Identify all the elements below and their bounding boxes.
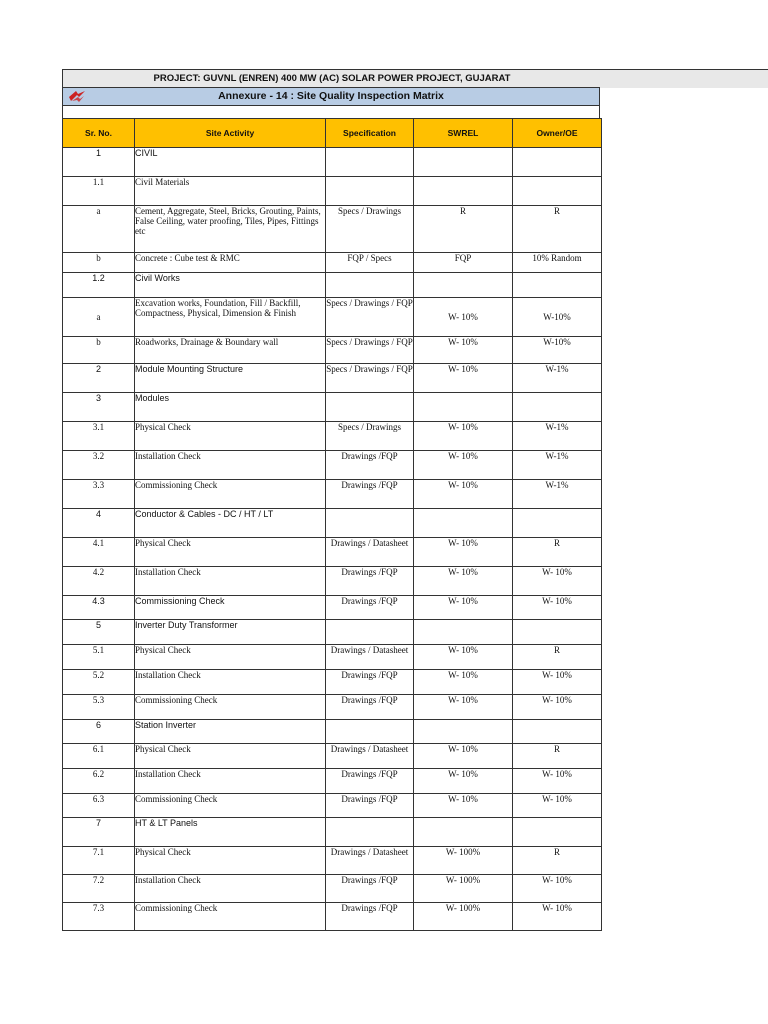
column-header-swrel: SWREL — [414, 119, 513, 148]
table-row — [63, 206, 602, 253]
swrel-cell: W- 10% — [414, 480, 513, 509]
site-activity-cell: Physical Check — [135, 645, 326, 670]
swrel-cell: W- 10% — [414, 695, 513, 720]
sr-no-cell: 5.1 — [63, 645, 135, 670]
specification-cell: Drawings /FQP — [326, 903, 414, 931]
swrel-cell — [414, 148, 513, 177]
table-row — [63, 148, 602, 177]
table-row — [63, 337, 602, 364]
owner-oe-cell: W-1% — [513, 480, 602, 509]
sr-no-cell: 2 — [63, 364, 135, 393]
sr-no-cell: 1.1 — [63, 177, 135, 206]
specification-cell: Drawings /FQP — [326, 875, 414, 903]
table-row — [63, 620, 602, 645]
specification-cell: Specs / Drawings / FQP — [326, 298, 414, 337]
site-activity-cell: Installation Check — [135, 769, 326, 794]
swrel-cell: W- 100% — [414, 847, 513, 875]
specification-cell — [326, 620, 414, 645]
site-activity-cell: Installation Check — [135, 567, 326, 596]
sr-no-cell: 7.3 — [63, 903, 135, 931]
site-activity-cell: HT & LT Panels — [135, 818, 326, 847]
specification-cell: Drawings /FQP — [326, 596, 414, 620]
table-row — [63, 903, 602, 931]
swrel-cell: R — [414, 206, 513, 253]
site-activity-cell: Physical Check — [135, 538, 326, 567]
owner-oe-cell — [513, 393, 602, 422]
swrel-cell — [414, 177, 513, 206]
table-row — [63, 847, 602, 875]
swrel-cell — [414, 509, 513, 538]
site-activity-cell: Installation Check — [135, 670, 326, 695]
column-header-owner-oe: Owner/OE — [513, 119, 602, 148]
specification-cell: Drawings /FQP — [326, 451, 414, 480]
sr-no-cell: 4 — [63, 509, 135, 538]
owner-oe-cell: W- 10% — [513, 596, 602, 620]
sr-no-cell: a — [63, 206, 135, 253]
sr-no-cell: 7.1 — [63, 847, 135, 875]
site-activity-cell: Roadworks, Drainage & Boundary wall — [135, 337, 326, 364]
sr-no-cell: 5.3 — [63, 695, 135, 720]
specification-cell: Drawings /FQP — [326, 769, 414, 794]
specification-cell: Drawings /FQP — [326, 567, 414, 596]
table-row — [63, 695, 602, 720]
owner-oe-cell: W-1% — [513, 364, 602, 393]
sr-no-cell: b — [63, 253, 135, 273]
owner-oe-cell — [513, 148, 602, 177]
sr-no-cell: 1 — [63, 148, 135, 177]
owner-oe-cell: W-1% — [513, 451, 602, 480]
specification-cell: Specs / Drawings — [326, 206, 414, 253]
table-row — [63, 875, 602, 903]
column-header-sr-no: Sr. No. — [63, 119, 135, 148]
sr-no-cell: 6.1 — [63, 744, 135, 769]
specification-cell — [326, 818, 414, 847]
sr-no-cell: 7.2 — [63, 875, 135, 903]
table-row — [63, 818, 602, 847]
site-activity-cell: Physical Check — [135, 744, 326, 769]
swrel-cell: W- 10% — [414, 451, 513, 480]
specification-cell: Specs / Drawings — [326, 422, 414, 451]
specification-cell — [326, 720, 414, 744]
table-row — [63, 253, 602, 273]
sr-no-cell: 1.2 — [63, 273, 135, 298]
owner-oe-cell: R — [513, 206, 602, 253]
site-activity-cell: Physical Check — [135, 847, 326, 875]
swrel-cell: W- 10% — [414, 538, 513, 567]
sr-no-cell: 4.2 — [63, 567, 135, 596]
column-header-specification: Specification — [326, 119, 414, 148]
owner-oe-cell: W- 10% — [513, 794, 602, 818]
table-row — [63, 794, 602, 818]
swrel-cell — [414, 818, 513, 847]
owner-oe-cell — [513, 720, 602, 744]
owner-oe-cell: W- 10% — [513, 567, 602, 596]
table-row — [63, 422, 602, 451]
sr-no-cell: 3.1 — [63, 422, 135, 451]
table-row — [63, 596, 602, 620]
owner-oe-cell: W- 10% — [513, 769, 602, 794]
site-activity-cell: Commissioning Check — [135, 596, 326, 620]
site-activity-cell: Installation Check — [135, 451, 326, 480]
swrel-cell: W- 10% — [414, 744, 513, 769]
owner-oe-cell: R — [513, 744, 602, 769]
project-title-row — [62, 69, 768, 88]
column-header-site-activity: Site Activity — [135, 119, 326, 148]
owner-oe-cell: 10% Random — [513, 253, 602, 273]
sr-no-cell: 6 — [63, 720, 135, 744]
annexure-title-row — [62, 87, 600, 106]
owner-oe-cell: W- 10% — [513, 875, 602, 903]
sr-no-cell: 3.3 — [63, 480, 135, 509]
table-row — [63, 273, 602, 298]
table-row — [63, 480, 602, 509]
swrel-cell — [414, 720, 513, 744]
specification-cell — [326, 509, 414, 538]
specification-cell: Drawings /FQP — [326, 794, 414, 818]
specification-cell: FQP / Specs — [326, 253, 414, 273]
table-row — [63, 538, 602, 567]
swrel-cell: FQP — [414, 253, 513, 273]
owner-oe-cell: R — [513, 538, 602, 567]
table-row — [63, 670, 602, 695]
owner-oe-cell — [513, 509, 602, 538]
owner-oe-cell: R — [513, 847, 602, 875]
table-row — [63, 177, 602, 206]
project-title: PROJECT: GUVNL (ENREN) 400 MW (AC) SOLAR POWER PROJECT, GUJARAT — [153, 73, 511, 84]
owner-oe-cell: W-1% — [513, 422, 602, 451]
specification-cell: Drawings / Datasheet — [326, 744, 414, 769]
owner-oe-cell: W-10% — [513, 337, 602, 364]
owner-oe-cell — [513, 818, 602, 847]
specification-cell: Specs / Drawings / FQP — [326, 364, 414, 393]
site-activity-cell: Station Inverter — [135, 720, 326, 744]
site-activity-cell: Commissioning Check — [135, 903, 326, 931]
table-row — [63, 298, 602, 337]
sr-no-cell: 5 — [63, 620, 135, 645]
sr-no-cell: 3 — [63, 393, 135, 422]
owner-oe-cell — [513, 177, 602, 206]
swrel-cell: W- 10% — [414, 596, 513, 620]
table-row — [63, 393, 602, 422]
site-activity-cell: Modules — [135, 393, 326, 422]
swrel-cell: W- 10% — [414, 422, 513, 451]
owner-oe-cell: R — [513, 645, 602, 670]
specification-cell: Drawings /FQP — [326, 670, 414, 695]
site-activity-cell: Commissioning Check — [135, 695, 326, 720]
table-row — [63, 744, 602, 769]
site-activity-cell: Physical Check — [135, 422, 326, 451]
site-activity-cell: Installation Check — [135, 875, 326, 903]
site-activity-cell: Inverter Duty Transformer — [135, 620, 326, 645]
specification-cell — [326, 148, 414, 177]
specification-cell: Drawings / Datasheet — [326, 645, 414, 670]
site-activity-cell: Commissioning Check — [135, 794, 326, 818]
swrel-cell — [414, 620, 513, 645]
swrel-cell: W- 10% — [414, 794, 513, 818]
swrel-cell — [414, 393, 513, 422]
table-row — [63, 364, 602, 393]
sr-no-cell: 3.2 — [63, 451, 135, 480]
table-row — [63, 451, 602, 480]
table-row — [63, 567, 602, 596]
sr-no-cell: 4.1 — [63, 538, 135, 567]
inspection-matrix-table — [62, 118, 602, 931]
sr-no-cell: 6.2 — [63, 769, 135, 794]
table-header-row — [63, 119, 602, 148]
specification-cell: Drawings /FQP — [326, 695, 414, 720]
swrel-cell: W- 10% — [414, 298, 513, 337]
site-activity-cell: Commissioning Check — [135, 480, 326, 509]
site-activity-cell: Civil Works — [135, 273, 326, 298]
specification-cell: Specs / Drawings / FQP — [326, 337, 414, 364]
owner-oe-cell: W- 10% — [513, 670, 602, 695]
swrel-cell: W- 10% — [414, 567, 513, 596]
site-activity-cell: CIVIL — [135, 148, 326, 177]
specification-cell — [326, 393, 414, 422]
swrel-cell: W- 10% — [414, 670, 513, 695]
spacer-row — [62, 106, 600, 118]
swrel-cell: W- 10% — [414, 645, 513, 670]
sr-no-cell: 5.2 — [63, 670, 135, 695]
specification-cell — [326, 177, 414, 206]
sr-no-cell: a — [63, 298, 135, 337]
owner-oe-cell: W- 10% — [513, 695, 602, 720]
table-row — [63, 645, 602, 670]
swrel-cell: W- 10% — [414, 364, 513, 393]
sr-no-cell: 7 — [63, 818, 135, 847]
table-row — [63, 720, 602, 744]
owner-oe-cell: W- 10% — [513, 903, 602, 931]
owner-oe-cell — [513, 620, 602, 645]
table-row — [63, 509, 602, 538]
swrel-cell: W- 100% — [414, 903, 513, 931]
site-activity-cell: Conductor & Cables - DC / HT / LT — [135, 509, 326, 538]
swrel-cell: W- 10% — [414, 337, 513, 364]
swrel-cell — [414, 273, 513, 298]
specification-cell — [326, 273, 414, 298]
sr-no-cell: b — [63, 337, 135, 364]
owner-oe-cell: W-10% — [513, 298, 602, 337]
specification-cell: Drawings / Datasheet — [326, 538, 414, 567]
specification-cell: Drawings /FQP — [326, 480, 414, 509]
annexure-title: Annexure - 14 : Site Quality Inspection Matrix — [218, 90, 444, 102]
site-activity-cell: Civil Materials — [135, 177, 326, 206]
sr-no-cell: 4.3 — [63, 596, 135, 620]
site-activity-cell: Cement, Aggregate, Steel, Bricks, Grouting, Paints, False Ceiling, water proofing, Tiles, Pipes, Fittings etc — [135, 206, 326, 253]
swrel-cell: W- 100% — [414, 875, 513, 903]
sr-no-cell: 6.3 — [63, 794, 135, 818]
site-activity-cell: Excavation works, Foundation, Fill / Backfill, Compactness, Physical, Dimension & Finish — [135, 298, 326, 337]
site-activity-cell: Concrete : Cube test & RMC — [135, 253, 326, 273]
owner-oe-cell — [513, 273, 602, 298]
swrel-cell: W- 10% — [414, 769, 513, 794]
table-row — [63, 769, 602, 794]
site-activity-cell: Module Mounting Structure — [135, 364, 326, 393]
specification-cell: Drawings / Datasheet — [326, 847, 414, 875]
